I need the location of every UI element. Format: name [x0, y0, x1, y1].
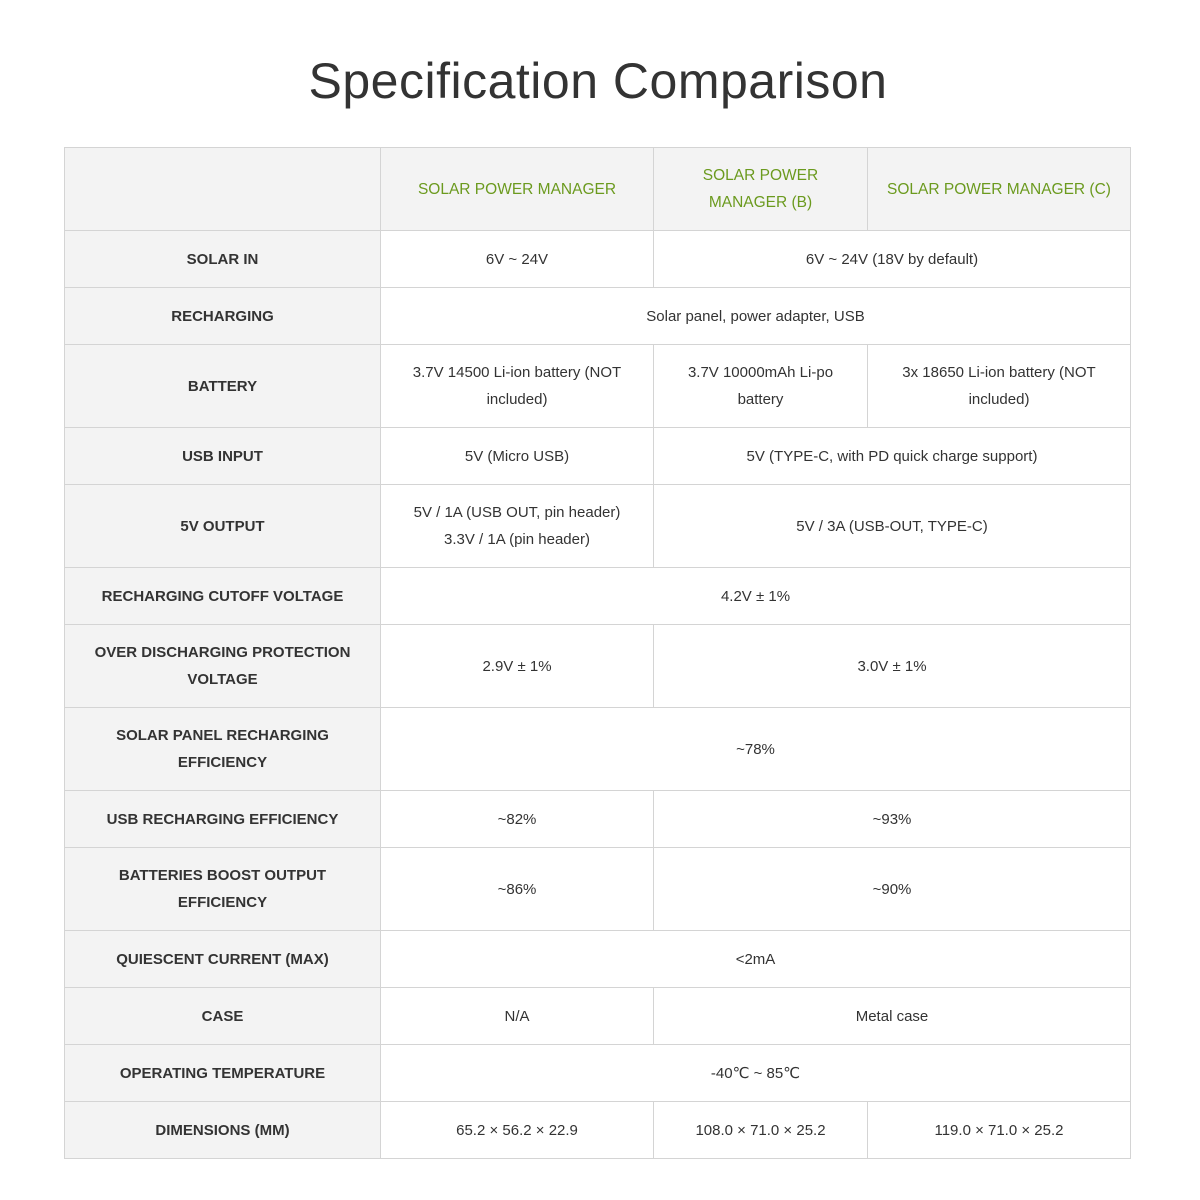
row-label: RECHARGING	[65, 288, 381, 345]
header-solar-power-manager: SOLAR POWER MANAGER	[381, 148, 654, 231]
cell-value: ~78%	[381, 708, 1131, 791]
row-label: BATTERY	[65, 345, 381, 428]
cell-value: 5V (TYPE-C, with PD quick charge support)	[654, 428, 1131, 485]
row-label: SOLAR IN	[65, 231, 381, 288]
row-label: SOLAR PANEL RECHARGING EFFICIENCY	[65, 708, 381, 791]
table-row	[65, 848, 1131, 931]
cell-value: N/A	[381, 988, 654, 1045]
cell-value: ~90%	[654, 848, 1131, 931]
row-label: DIMENSIONS (MM)	[65, 1102, 381, 1159]
table-row	[65, 428, 1131, 485]
cell-value: 3.7V 10000mAh Li-po battery	[654, 345, 868, 428]
page-title: Specification Comparison	[308, 53, 888, 109]
table-row	[65, 791, 1131, 848]
cell-value: 108.0 × 71.0 × 25.2	[654, 1102, 868, 1159]
cell-value: 2.9V ± 1%	[381, 625, 654, 708]
table-row	[65, 625, 1131, 708]
cell-value: ~82%	[381, 791, 654, 848]
cell-value	[381, 485, 654, 568]
row-label: 5V OUTPUT	[65, 485, 381, 568]
table-row	[65, 345, 1131, 428]
row-label: OPERATING TEMPERATURE	[65, 1045, 381, 1102]
cell-value: -40℃ ~ 85℃	[381, 1045, 1131, 1102]
table-row	[65, 231, 1131, 288]
cell-line: 3.3V / 1A (pin header)	[444, 531, 590, 548]
row-label: OVER DISCHARGING PROTECTION VOLTAGE	[65, 625, 381, 708]
table-row	[65, 1102, 1131, 1159]
table-row	[65, 931, 1131, 988]
table-row	[65, 988, 1131, 1045]
cell-value: 3.0V ± 1%	[654, 625, 1131, 708]
header-solar-power-manager-b: SOLAR POWER MANAGER (B)	[654, 148, 868, 231]
cell-value: 4.2V ± 1%	[381, 568, 1131, 625]
row-label: USB RECHARGING EFFICIENCY	[65, 791, 381, 848]
row-label: RECHARGING CUTOFF VOLTAGE	[65, 568, 381, 625]
row-label: QUIESCENT CURRENT (MAX)	[65, 931, 381, 988]
table-row	[65, 485, 1131, 568]
cell-value: 65.2 × 56.2 × 22.9	[381, 1102, 654, 1159]
cell-value: Solar panel, power adapter, USB	[381, 288, 1131, 345]
cell-value: 3.7V 14500 Li-ion battery (NOT included)	[381, 345, 654, 428]
cell-value: <2mA	[381, 931, 1131, 988]
table-row	[65, 1045, 1131, 1102]
table-row	[65, 708, 1131, 791]
header-corner-cell	[65, 148, 381, 231]
spec-comparison-table	[64, 147, 1131, 1159]
cell-line: 5V / 1A (USB OUT, pin header)	[413, 504, 621, 521]
cell-value: 5V (Micro USB)	[381, 428, 654, 485]
cell-value: 3x 18650 Li-ion battery (NOT included)	[868, 345, 1131, 428]
cell-value: 119.0 × 71.0 × 25.2	[868, 1102, 1131, 1159]
header-solar-power-manager-c: SOLAR POWER MANAGER (C)	[868, 148, 1131, 231]
cell-value: 6V ~ 24V (18V by default)	[654, 231, 1131, 288]
row-label: BATTERIES BOOST OUTPUT EFFICIENCY	[65, 848, 381, 931]
cell-value: ~86%	[381, 848, 654, 931]
table-row	[65, 568, 1131, 625]
cell-value: Metal case	[654, 988, 1131, 1045]
row-label: CASE	[65, 988, 381, 1045]
cell-value: 5V / 3A (USB-OUT, TYPE-C)	[654, 485, 1131, 568]
cell-value: 6V ~ 24V	[381, 231, 654, 288]
row-label: USB INPUT	[65, 428, 381, 485]
table-header-row	[65, 148, 1131, 231]
cell-value: ~93%	[654, 791, 1131, 848]
table-row	[65, 288, 1131, 345]
